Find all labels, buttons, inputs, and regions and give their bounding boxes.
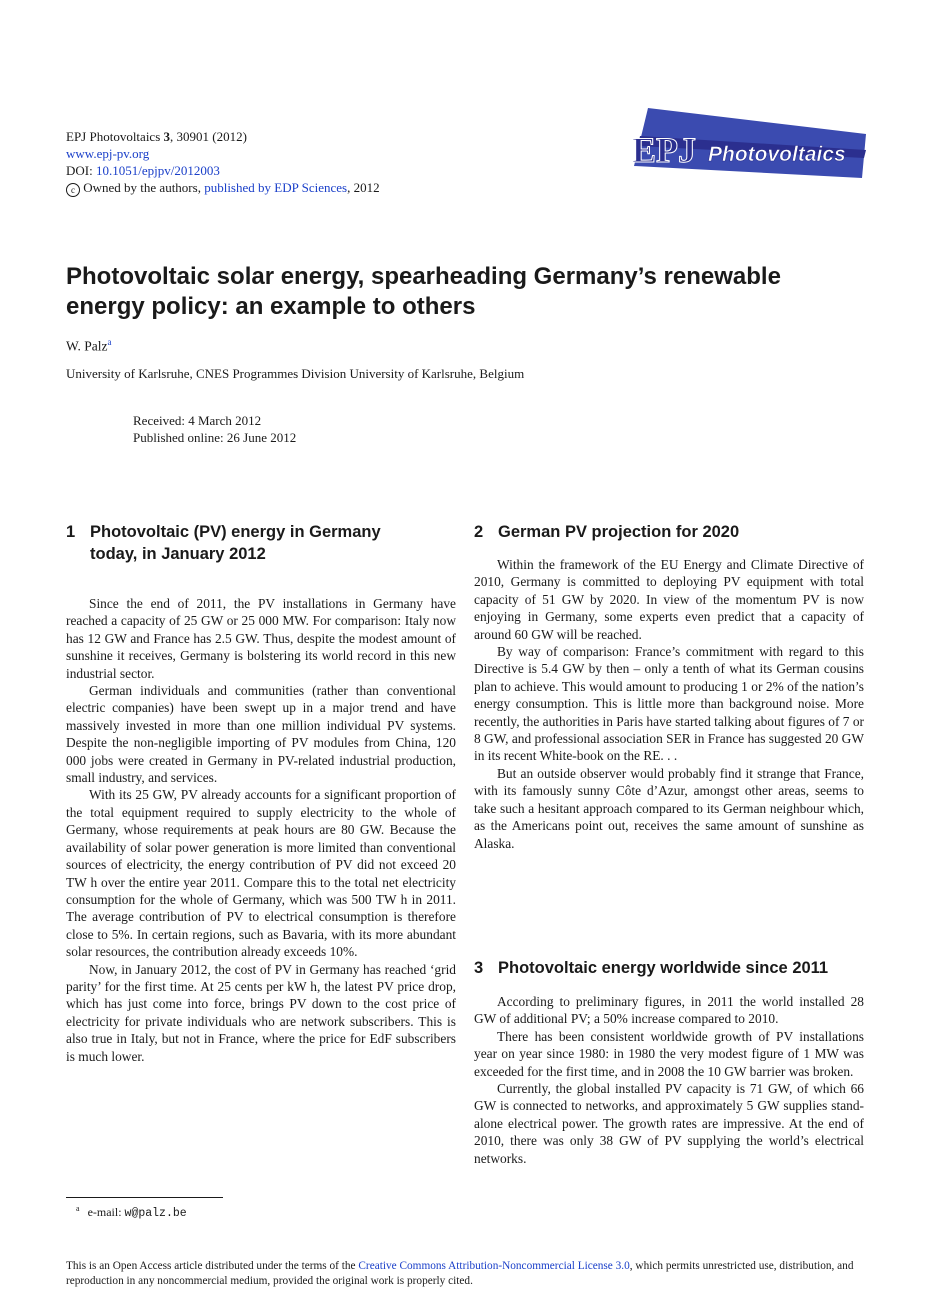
paragraph: According to preliminary figures, in 2011 the world installed 28 GW of additional PV; a 50% increase compared to 2010.: [474, 994, 864, 1027]
article-dates: [133, 412, 296, 446]
paragraph: German individuals and communities (rather than conventional electric companies) have been swept up in a major trend and have massively invested in more than one million individual PV systems. Despite the non-negligible importing of PV modules from China, 120 000 jobs were created in Germany in PV-related industrial production, small industry, and services.: [66, 683, 456, 786]
doi-line: DOI: 10.1051/epjpv/2012003: [66, 163, 220, 178]
affiliation: University of Karlsruhe, CNES Programmes Division University of Karlsruhe, Belgium: [66, 366, 525, 381]
journal-website-link[interactable]: www.epj-pv.org: [66, 146, 150, 161]
footnote-divider: [66, 1197, 223, 1198]
section-1-body: [66, 595, 456, 1065]
author-email-link[interactable]: w@palz.be: [124, 1207, 187, 1220]
journal-metadata: [66, 128, 380, 197]
logo-photovoltaics-text: Photovoltaics: [708, 143, 846, 166]
article-title: Photovoltaic solar energy, spearheading Germany’s renewable energy policy: an example to others: [66, 263, 781, 320]
author-footnote-mark[interactable]: a: [107, 337, 112, 347]
paragraph: By way of comparison: France’s commitment with regard to this Directive is 5.4 GW by then – only a tenth of what its German cousins plan to achieve. This would amount to producing 1 or 2% of the nation’s energy consumption. This is little more than background noise. More recently, the authorities in Paris have started talking about figures of 7 or 8 GW, and professional association SER in France has suggested 20 GW in its recent White-book on the RE. . .: [474, 644, 864, 764]
doi-link[interactable]: 10.1051/epjpv/2012003: [95, 163, 220, 178]
paragraph: With its 25 GW, PV already accounts for a significant proportion of the total equipment required to supply electricity to the whole of Germany, whose requirements at peak hours are 80 GW. Because the availability of solar power generation is more limited than conventional sources of electricity, the energy contribution of PV did not exceed 20 TW h over the entire year 2011. Compare this to the total net electricity consumption for the whole of Germany, which was 500 TW h in 2011. The average contribution of PV to electrical consumption is therefore close to 5%. In certain regions, such as Bavaria, with its more abundant solar resources, the contribution already exceeds 10%.: [66, 787, 456, 960]
paragraph: Since the end of 2011, the PV installations in Germany have reached a capacity of 25 GW or 25 000 MW. For comparison: Italy now has 12 GW and France has 2.5 GW. Thus, despite the modest amount of sunshine it receives, Germany is bolstering its world record in this new industrial sector.: [66, 596, 456, 681]
copyright-icon: c: [66, 183, 80, 197]
section-3-heading: 3 Photovoltaic energy worldwide since 2011: [474, 959, 829, 977]
paragraph: Now, in January 2012, the cost of PV in Germany has reached ‘grid parity’ for the first time. At 25 cents per kW h, the latest PV price drop, which has just come into force, brings PV down to the cost price of electricity for private individuals who are network subscribers. This is also true in Italy, but not in France, where the price for EdF subscribers is much lower.: [66, 961, 456, 1064]
license-notice: This is an Open Access article distributed under the terms of the Creative Commons Attribution-Noncommercial License 3.0, which permits unrestricted use, distribution, and reproduction in any noncommercial medium, provided the original work is properly cited.: [66, 1260, 854, 1287]
logo-epj-text: EPJ: [632, 130, 697, 170]
journal-citation: EPJ Photovoltaics 3, 30901 (2012): [66, 129, 247, 144]
paragraph: There has been consistent worldwide growth of PV installations year on year since 1980: in 1980 the very modest figure of 1 MW was exceeded for the first time, and in 2008 the 10 GW barrier was broken.: [474, 1028, 864, 1079]
section-3-body: [474, 993, 864, 1167]
section-1-heading: 1 Photovoltaic (PV) energy in Germany today, in January 2012: [66, 523, 381, 563]
logo-graphic: [630, 106, 870, 186]
section-2-body: [474, 556, 864, 852]
published-date: Published online: 26 June 2012: [133, 430, 297, 445]
publisher-link[interactable]: published by EDP Sciences: [204, 180, 348, 195]
received-date: Received: 4 March 2012: [133, 413, 262, 428]
copyright-line: c Owned by the authors, published by EDP Sciences, 2012: [66, 179, 380, 197]
paragraph: Within the framework of the EU Energy and Climate Directive of 2010, Germany is committed to deploying PV equipment with total capacity of 51 GW by 2020. In view of the momentum PV is now enjoying in Germany, some experts even predict that a capacity of around 60 GW will be reached.: [474, 557, 864, 642]
section-2-heading: 2 German PV projection for 2020: [474, 523, 740, 541]
paragraph: Currently, the global installed PV capacity is 71 GW, of which 66 GW is connected to networks, and approximately 5 GW supplies stand-alone electrical power. The growth rates are impressive. At the end of 2010, there was only 38 GW of PV supplying the world’s electrical networks.: [474, 1081, 864, 1166]
epj-photovoltaics-logo: [630, 106, 870, 186]
license-link[interactable]: Creative Commons Attribution-Noncommercial License 3.0: [358, 1260, 630, 1272]
paragraph: But an outside observer would probably find it strange that France, with its famously sunny Côte d’Azur, amongst other areas, seems to take such a hesitant approach compared to its German neighbour which, as the Americans point out, receives the same amount of sunshine as Alaska.: [474, 765, 864, 851]
footnote: $^a$ e-mail: w@palz.be: [76, 1204, 187, 1220]
author-line: W. Palz$^a$: [66, 337, 112, 354]
